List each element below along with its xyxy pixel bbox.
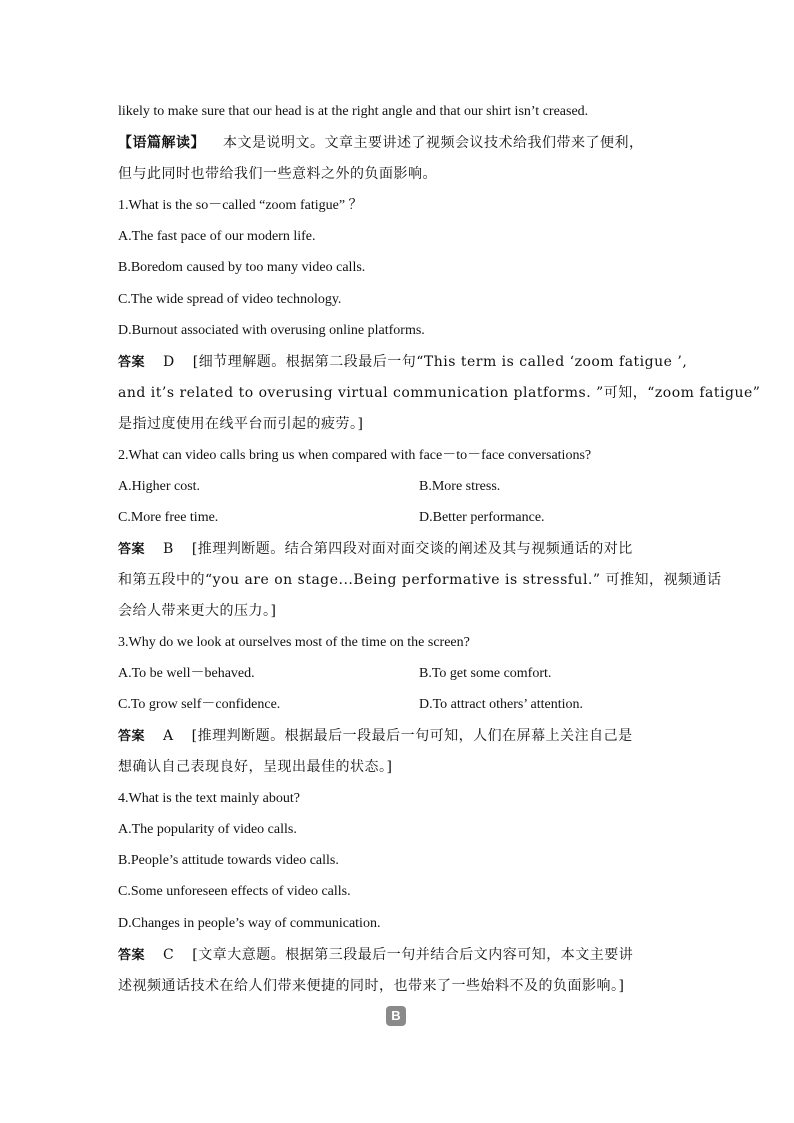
answer-letter: A xyxy=(163,728,174,744)
q2-option-b: B.More stress. xyxy=(419,479,501,494)
section-label: 【语篇解读】 xyxy=(118,135,205,151)
q3-option-b: B.To get some comfort. xyxy=(419,666,552,681)
q4-option-b: B.People’s attitude towards video calls. xyxy=(118,853,339,868)
q3-explanation-2: 想确认自己表现良好，呈现出最佳的状态。] xyxy=(118,759,393,775)
answer-letter: C xyxy=(163,947,175,963)
answer-label: 答案 xyxy=(118,355,146,370)
q2-option-d: D.Better performance. xyxy=(419,510,545,525)
question-3: 3.Why do we look at ourselves most of the time on the screen? xyxy=(118,635,470,650)
section-text: 本文是说明文。文章主要讲述了视频会议技术给我们带来了便利， xyxy=(223,135,644,151)
question-4: 4.What is the text mainly about? xyxy=(118,791,300,806)
q3-option-d: D.To attract others’ attention. xyxy=(419,697,583,712)
question-1: 1.What is the so－called “zoom fatigue” ？ xyxy=(118,198,363,213)
q2-option-a: A.Higher cost. xyxy=(118,479,201,494)
answer-label: 答案 xyxy=(118,948,146,963)
question-2: 2.What can video calls bring us when compared with face－to－face conversations? xyxy=(118,448,592,463)
q2-explanation-3: 会给人带来更大的压力。] xyxy=(118,603,277,619)
answer-label: 答案 xyxy=(118,729,146,744)
q3-answer xyxy=(118,726,633,747)
q4-option-a: A.The popularity of video calls. xyxy=(118,822,297,837)
q2-option-c: C.More free time. xyxy=(118,510,219,525)
answer-explanation: [推理判断题。结合第四段对面对面交谈的阐述及其与视频通话的对比 xyxy=(191,541,633,557)
q2-explanation-2: 和第五段中的“you are on stage...Being performative is stressful.” 可推知，视频通话 xyxy=(118,572,722,588)
q4-explanation-2: 述视频通话技术在给人们带来便捷的同时，也带来了一些始料不及的负面影响。] xyxy=(118,978,625,994)
answer-letter: D xyxy=(163,354,175,370)
q4-option-d: D.Changes in people’s way of communication. xyxy=(118,916,381,931)
q1-answer xyxy=(118,352,687,373)
q1-option-a: A.The fast pace of our modern life. xyxy=(118,229,316,244)
q2-answer xyxy=(118,539,633,560)
q1-option-b: B.Boredom caused by too many video calls. xyxy=(118,260,366,275)
answer-label: 答案 xyxy=(118,542,146,557)
answer-letter: B xyxy=(163,541,174,557)
answer-explanation: [推理判断题。根据最后一段最后一句可知，人们在屏幕上关注自己是 xyxy=(191,728,633,744)
q1-explanation-2: and it’s related to overusing virtual communication platforms. ”可知，“zoom fatigue” xyxy=(118,385,761,401)
q4-answer xyxy=(118,945,633,966)
q3-option-c: C.To grow self－confidence. xyxy=(118,697,281,712)
section-marker-badge: B xyxy=(386,1006,406,1026)
q3-option-a: A.To be well－behaved. xyxy=(118,666,255,681)
section-text-continued: 但与此同时也带给我们一些意料之外的负面影响。 xyxy=(118,166,437,182)
q1-option-c: C.The wide spread of video technology. xyxy=(118,292,342,307)
section-intro xyxy=(118,133,644,153)
intro-line: likely to make sure that our head is at the right angle and that our shirt isn’t creased. xyxy=(118,104,589,119)
q1-option-d: D.Burnout associated with overusing online platforms. xyxy=(118,323,425,338)
answer-explanation: [文章大意题。根据第三段最后一句并结合后文内容可知，本文主要讲 xyxy=(192,947,634,963)
q4-option-c: C.Some unforeseen effects of video calls. xyxy=(118,884,351,899)
answer-explanation: [细节理解题。根据第二段最后一句“This term is called ‘zoom fatigue ’, xyxy=(192,354,688,370)
q1-explanation-3: 是指过度使用在线平台而引起的疲劳。] xyxy=(118,416,364,432)
